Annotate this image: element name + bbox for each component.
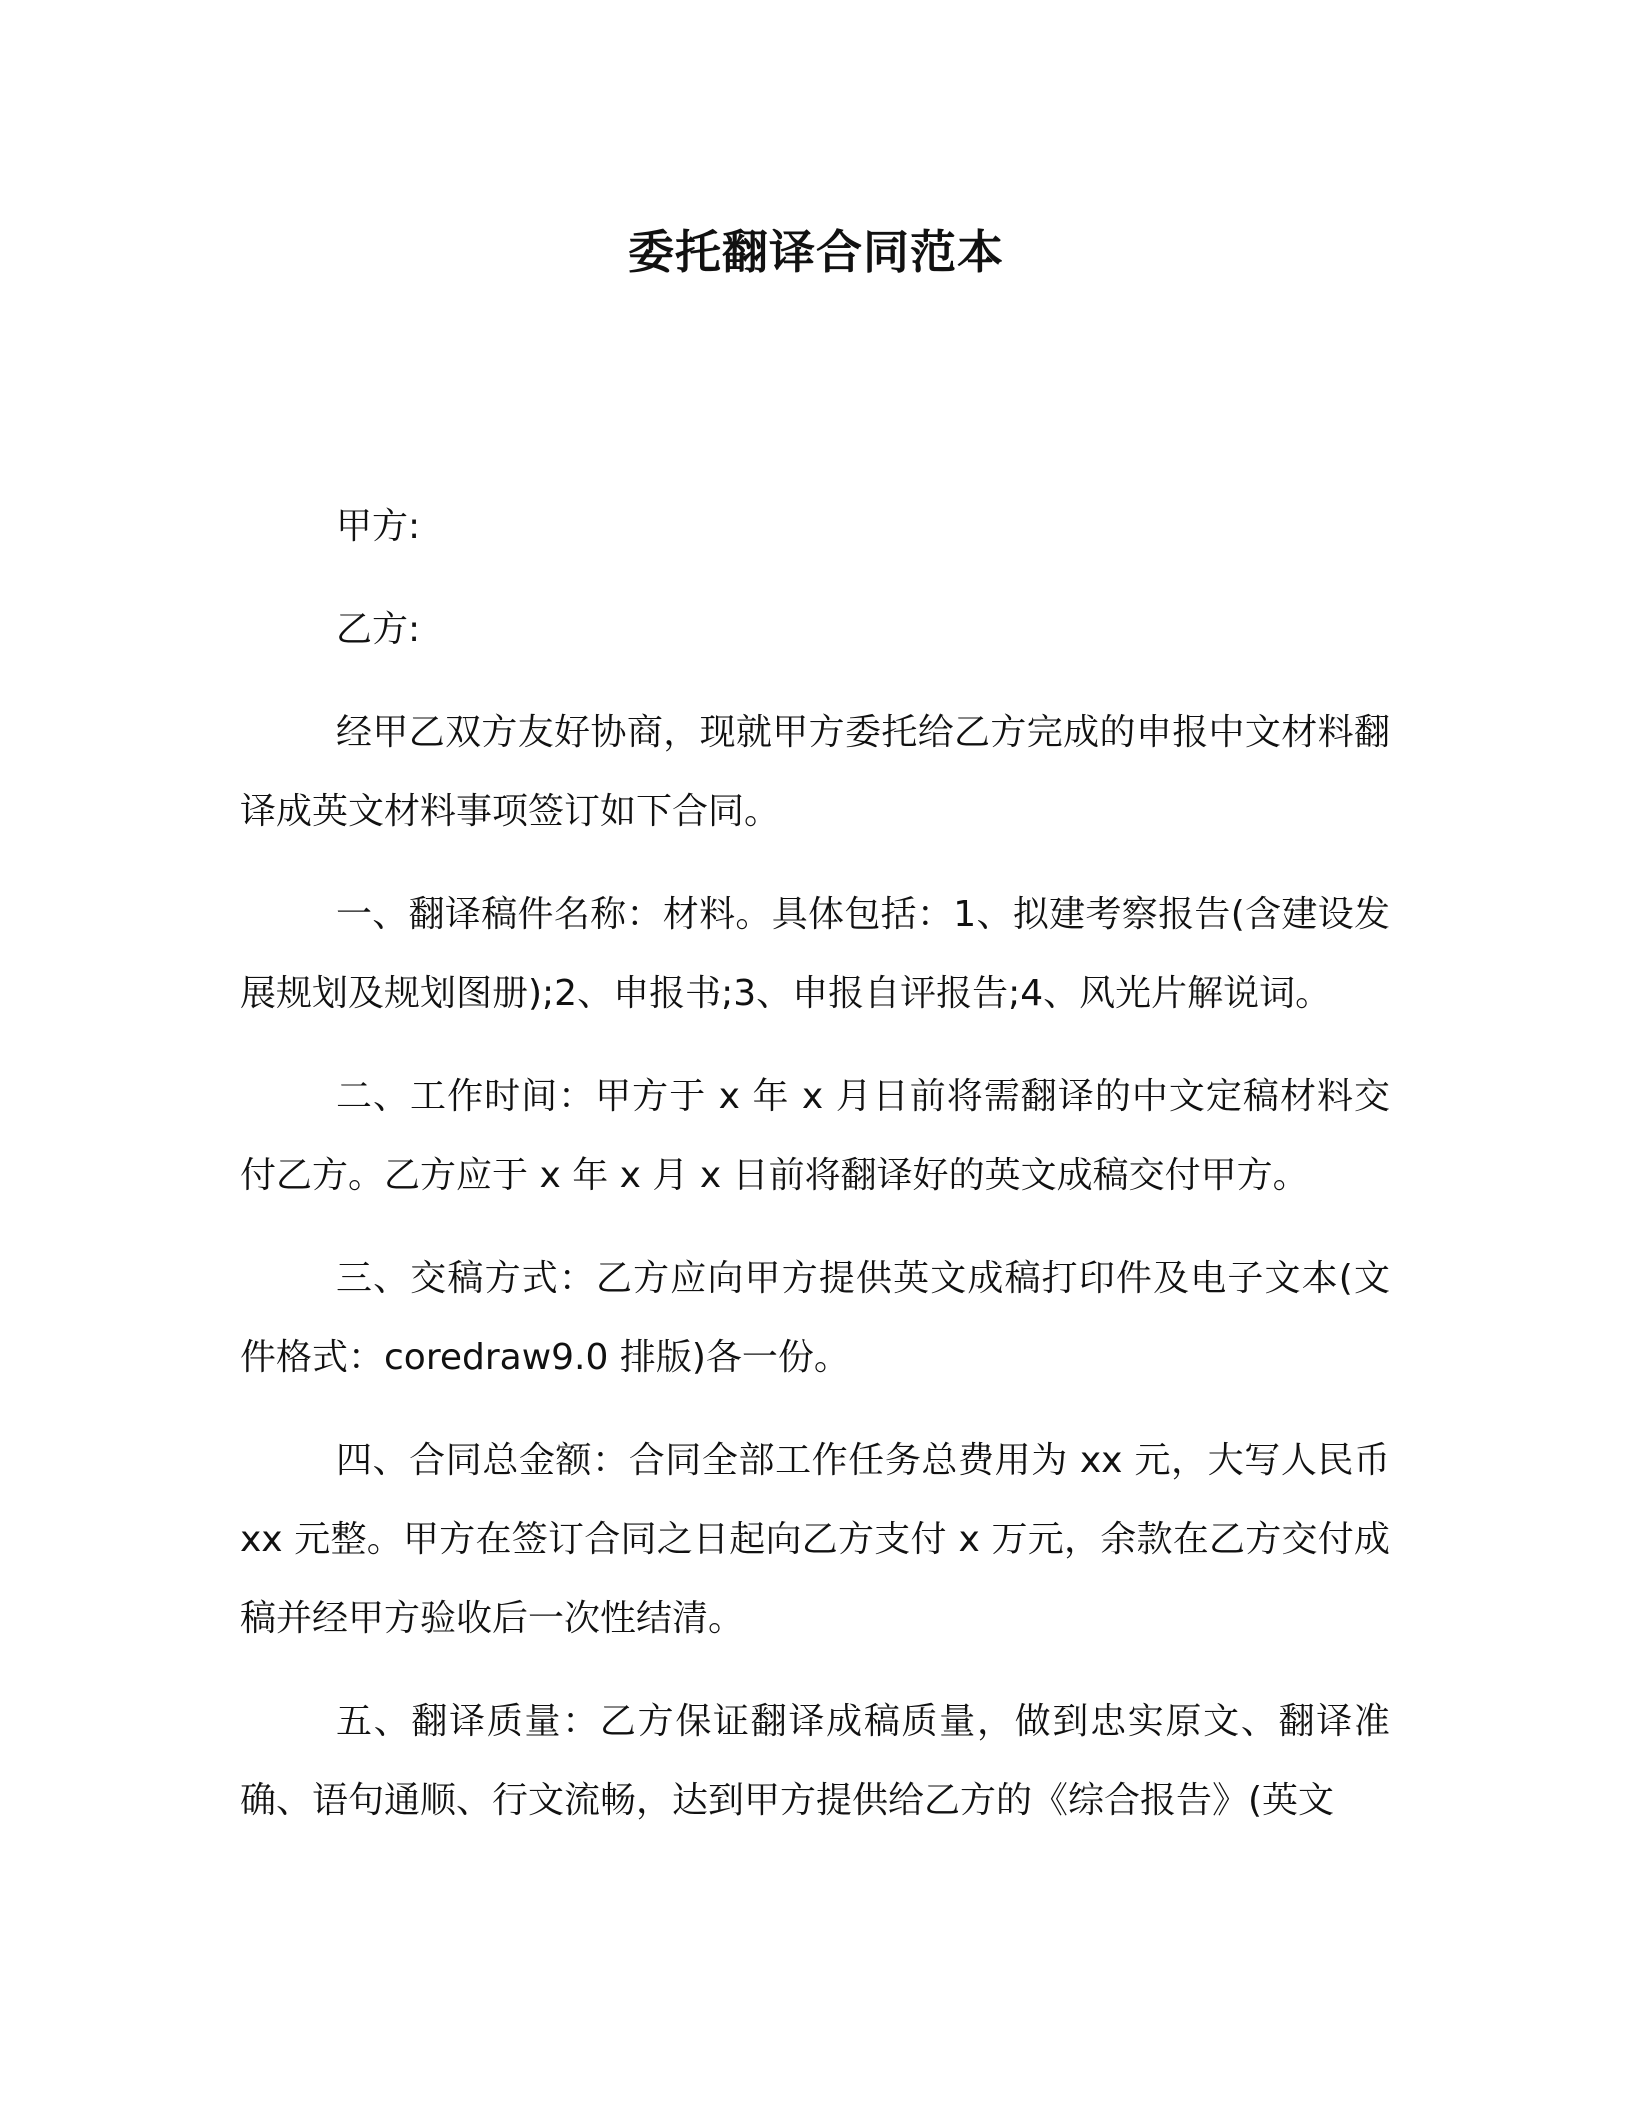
party-b-line: 乙方: xyxy=(336,609,421,650)
clause-2: 二、工作时间：甲方于 x 年 x 月日前将需翻译的中文定稿材料交付乙方。乙方应于 x 年 x 月 x 日前将翻译好的英文成稿交付甲方。 xyxy=(240,1076,1390,1196)
document-body xyxy=(240,487,1390,1864)
clause-5: 五、翻译质量：乙方保证翻译成稿质量，做到忠实原文、翻译准确、语句通顺、行文流畅，达到甲方提供给乙方的《综合报告》(英文 xyxy=(240,1701,1390,1821)
document-title: 委托翻译合同范本 xyxy=(628,225,1004,279)
intro-paragraph: 经甲乙双方友好协商，现就甲方委托给乙方完成的申报中文材料翻译成英文材料事项签订如下合同。 xyxy=(240,712,1390,832)
clause-1: 一、翻译稿件名称：材料。具体包括：1、拟建考察报告(含建设发展规划及规划图册);2、申报书;3、申报自评报告;4、风光片解说词。 xyxy=(240,894,1390,1014)
party-a-line: 甲方: xyxy=(336,506,421,547)
clause-3: 三、交稿方式：乙方应向甲方提供英文成稿打印件及电子文本(文件格式：coredraw9.0 排版)各一份。 xyxy=(240,1258,1390,1378)
clause-4: 四、合同总金额：合同全部工作任务总费用为 xx 元，大写人民币 xx 元整。甲方在签订合同之日起向乙方支付 x 万元，余款在乙方交付成稿并经甲方验收后一次性结清。 xyxy=(240,1440,1390,1639)
